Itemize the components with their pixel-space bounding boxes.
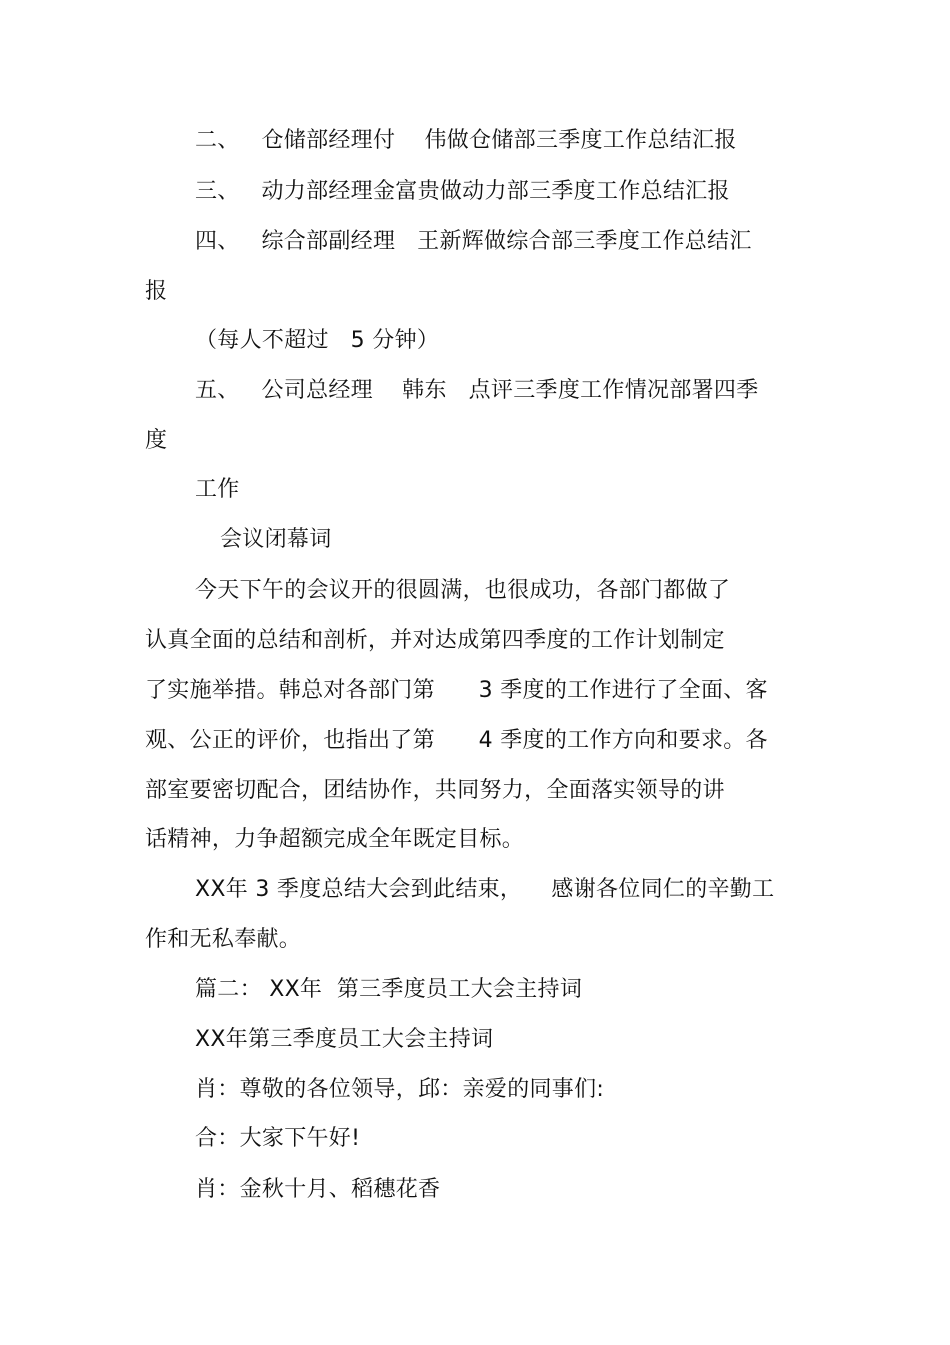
agenda-item-2: 二、 仓储部经理付 伟做仓储部三季度工作总结汇报: [195, 128, 737, 153]
agenda-item-3: 三、 动力部经理金富贵做动力部三季度工作总结汇报: [195, 179, 730, 204]
agenda-item-5: 五、 公司总经理 韩东 点评三季度工作情况部署四季: [195, 378, 759, 403]
closing-speech-heading: 会议闭幕词: [220, 527, 332, 552]
script-title: XX年第三季度员工大会主持词: [195, 1027, 494, 1052]
agenda-item-4-cont: 报: [145, 279, 168, 304]
paragraph-line: 观、公正的评价，也指出了第 4 季度的工作方向和要求。各: [145, 728, 768, 753]
paragraph-line: 话精神，力争超额完成全年既定目标。: [145, 827, 525, 852]
paragraph-line: 部室要密切配合，团结协作，共同努力，全面落实领导的讲: [145, 778, 725, 803]
paragraph-line: 作和无私奉献。: [145, 927, 302, 952]
section-heading: 篇二： XX年 第三季度员工大会主持词: [195, 977, 583, 1002]
paragraph-line: 认真全面的总结和剖析，并对达成第四季度的工作计划制定: [145, 628, 725, 653]
time-limit-note: （每人不超过 5 分钟）: [195, 328, 440, 353]
agenda-item-5-cont-2: 工作: [195, 477, 240, 502]
script-line: 肖：金秋十月、稻穗花香: [195, 1177, 441, 1202]
paragraph-line: 了实施举措。韩总对各部门第 3 季度的工作进行了全面、客: [145, 678, 768, 703]
script-line: 肖：尊敬的各位领导，邱：亲爱的同事们:: [195, 1077, 605, 1102]
agenda-item-4: 四、 综合部副经理 王新辉做综合部三季度工作总结汇: [195, 229, 752, 254]
paragraph-line: XX年 3 季度总结大会到此结束， 感谢各位同仁的辛勤工: [195, 877, 775, 902]
agenda-item-5-cont: 度: [145, 428, 168, 453]
script-line: 合：大家下午好!: [195, 1126, 361, 1151]
paragraph-line: 今天下午的会议开的很圆满，也很成功，各部门都做了: [195, 578, 731, 603]
